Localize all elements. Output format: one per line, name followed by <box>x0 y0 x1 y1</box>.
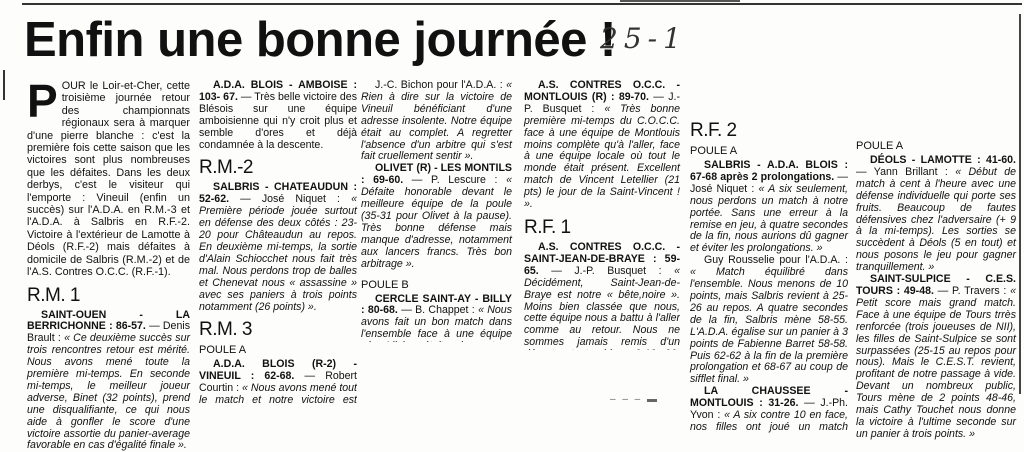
decorative-dashes: ‒ ‒ ‒ ▬ <box>610 394 659 405</box>
match-title: A.S. CONTRES O.C.C. - MONTLOUIS (R) : 89-70. <box>524 79 680 103</box>
speaker: — J.-P. Busquet : <box>539 265 674 277</box>
article-chaussee <box>690 386 848 434</box>
quote: « A six contre 10 en face, nos filles ont joué un match <box>690 409 848 434</box>
handwritten-date: 25-1 <box>600 22 687 55</box>
speaker: — Yann Brillant : <box>856 166 955 178</box>
quote: « Nous avons mené tout le match et notre victoire est <box>199 382 357 407</box>
speaker: — P. Travers : <box>934 285 1010 297</box>
headline: Enfin une bonne journée ! <box>24 12 616 68</box>
article-rm2 <box>199 182 357 313</box>
speaker: — Robert Courtin : <box>199 370 357 394</box>
column-2 <box>199 80 357 407</box>
article-saint-ay <box>361 294 512 342</box>
article-rm3-ada-vineuil <box>199 359 357 407</box>
speaker: — José Niquet : <box>690 171 848 195</box>
match-title: A.D.A. BLOIS - AMBOISE : 103- 67. <box>199 79 357 103</box>
article-rm1 <box>27 310 190 452</box>
intro-text: OUR le Loir-et-Cher, cette troisième journée retour des championnats régionaux sera à marquer d'une pierre blanche : c'est la première fois cette saison que les victoires sont plus nombreuses que les défaites. Dans les deux derbys, c'est le visiteur qui l'emporte : Vineuil (enfin un succès) sur l'A.D.A. en R.M.-3 et l'A.D.A. à Salbris en R.F.-2. Victoire à l'extérieur de Lamotte à Déols (R.F.-2) mais défaites à domicile de Salbris (R.M.-2) et de l'A.S. Contres O.C.C. (R.F.-1). <box>27 80 190 278</box>
quote: « Défaite honorable devant le meilleure équipe de la poule (35-31 pour Olivet à la pause). Très bonne défense mais manque d'adresse, notamment aux lancers francs. Très bon arbitrage ». <box>361 174 512 269</box>
left-margin-rule <box>3 70 5 100</box>
drop-cap: P <box>27 82 58 120</box>
match-title: SAINT-SULPICE - C.E.S. TOURS : 49-48. <box>856 273 1016 297</box>
article-bichon <box>361 80 512 163</box>
section-heading-rm2: R.M.-2 <box>199 157 357 179</box>
top-rule-fragment <box>620 0 740 2</box>
speaker: — J.-Ph. Yvon : <box>690 397 848 421</box>
column-5 <box>690 80 848 434</box>
match-title: A.S. CONTRES O.C.C. - SAINT-JEAN-DE-BRAYE : 59-65. <box>524 242 680 277</box>
article-saint-sulpice <box>856 274 1016 441</box>
article-ada-amboise <box>199 80 357 151</box>
article-contres-montlouis <box>524 80 680 211</box>
speaker: — José Niquet : <box>229 193 351 205</box>
match-title: SALBRIS - A.D.A. BLOIS : 67-68 après 2 prolongations. <box>690 159 848 183</box>
article-salbris-ada <box>690 160 848 255</box>
right-margin-rule <box>1019 14 1021 394</box>
speaker: — J.-P. Busquet : <box>524 91 680 115</box>
poule-label: POULE A <box>690 145 848 158</box>
article-rf1 <box>524 242 680 350</box>
match-title: A.D.A. BLOIS (R-2) - VINEUIL : 62-68. <box>199 359 357 382</box>
match-title: CERCLE SAINT-AY - BILLY : 80-68. <box>361 294 512 317</box>
column-6 <box>856 80 1016 441</box>
quote: « Petit score mais grand match. Face à une équipe de Tours trrès renforcée (trois joueuses de NII), les filles de Saint-Sulpice se sont surpassées (25-15 au repos pour nous). Mais le C.E.S.T. revient, profitant de notre passage à vide. Devant un nombreux public, Tours mène de 2 points 48-46, mais Cathy Touchet nous donne la victoire à l'ultime seconde sur un panier à trois points. » <box>856 285 1016 440</box>
article-text: — Très belle victoire des Blésois sur une équipe amboisienne qui n'y croit plus et semble d'ores et déjà condamnée à la descente. <box>199 91 357 151</box>
match-title: DÉOLS - LAMOTTE : 41-60. <box>870 154 1016 166</box>
match-title: SALBRIS - CHATEAUDUN : 52-62. <box>199 181 357 205</box>
quote: « A six seulement, nous perdons un match à notre portée. Sans une erreur à la remise en jeu, à quatre secondes de la fin, nous aurions dû gagner et éviter les prolongations. » <box>690 183 848 255</box>
section-heading-rm1: R.M. 1 <box>27 285 190 307</box>
quote: « Ce deuxième succès sur trois rencontres retour est mérité. Nous avons mené toute la première mi-temps. En seconde mi-temps, le meilleur joueur adverse, Binet (32 points), prend une disqualifiante, ce qui nous aide à gonfler le score d'une victoire assortie du panier-average favorable en cas d'égalité finale ». <box>27 332 190 451</box>
quote: « Nous avons fait un bon match dans l'ensemble face à une équipe <box>361 304 512 341</box>
speaker: — P. Lescure : <box>403 174 506 186</box>
top-rule <box>22 3 1022 5</box>
article-deols <box>856 155 1016 274</box>
section-heading-rf1: R.F. 1 <box>524 217 680 239</box>
match-title: SAINT-OUEN - LA BERRICHONNE : 86-57. <box>27 309 190 333</box>
speaker: J.-C. Bichon pour l'A.D.A. : <box>375 79 506 91</box>
match-title: LA CHAUSSÉE - MONTLOUIS : 31-26. <box>690 386 848 409</box>
article-rousselie <box>690 255 848 386</box>
quote: « Rien à dire sur la victoire de Vineuil bénéficiant d'une adresse insolente. Notre équipe était au complet. A regretter l'absence d'un arbitre qui s'est fait cruellement sentir ». <box>361 79 512 162</box>
quote: « Début de match à cent à l'heure avec une défense individuelle qui porte ses fruits. Beaucoup de fautes défensives chez l'adversaire (+ 9 à la mi-temps). Les sorties se succèdent à Déols (5 en tout) et nous posons le jeu pour gagner tranquillement. » <box>856 166 1016 273</box>
column-1 <box>27 80 190 452</box>
column-4 <box>524 80 680 350</box>
speaker: — Denis Brault : <box>27 320 190 344</box>
section-heading-rm3: R.M. 3 <box>199 319 357 341</box>
quote: « Première période jouée surtout en défense des deux côtés : 23-20 pour Châteaudun au repos. En deuxième mi-temps, la sortie d'Alain Schiocchet nous fait très mal. Nous perdons trop de balles et Chenevat nous « assassine » avec ses paniers à trois points notamment (26 points) ». <box>199 193 357 312</box>
poule-label: POULE B <box>361 279 512 292</box>
intro-paragraph <box>27 80 190 279</box>
poule-label: POULE A <box>856 140 1016 153</box>
poule-label: POULE A <box>199 344 357 357</box>
speaker: — B. Chappet : <box>398 304 478 316</box>
quote: « Match équilibré dans l'ensemble. Nous menons de 10 points, mais Salbris revient à 25-26 au repos. A quatre secondes de la fin, Salbris mène 58-55. L'A.D.A. égalise sur un panier à 3 points de Fabienne Barret 58-58. Puis 62-62 à la fin de la première prolongation et 68-67 au coup de sifflet final. » <box>690 266 848 385</box>
quote: « Décidément, Saint-Jean-de-Braye est notre « bête,noire ». Moins bien classée que nous, cette équipe nous a battu à l'aller comme au retour. Nous ne sommes jamais remis d'un <box>524 265 680 350</box>
column-3 <box>361 80 512 342</box>
match-title: OLIVET (R) - LES MONTILS : 69-60. <box>361 162 512 186</box>
speaker: Guy Rousselie pour l'A.D.A. : <box>704 254 848 266</box>
section-heading-rf2: R.F. 2 <box>690 120 848 142</box>
quote: « Très bonne première mi-temps du C.O.C.C. face à une équipe de Montlouis moins complète qu'à l'aller, face à une équipe locale où tout le monde était présent. Excellent match de Vincent Letellier (21 pts) le jour de la Saint-Vincent ! ». <box>524 103 680 210</box>
article-olivet <box>361 163 512 270</box>
